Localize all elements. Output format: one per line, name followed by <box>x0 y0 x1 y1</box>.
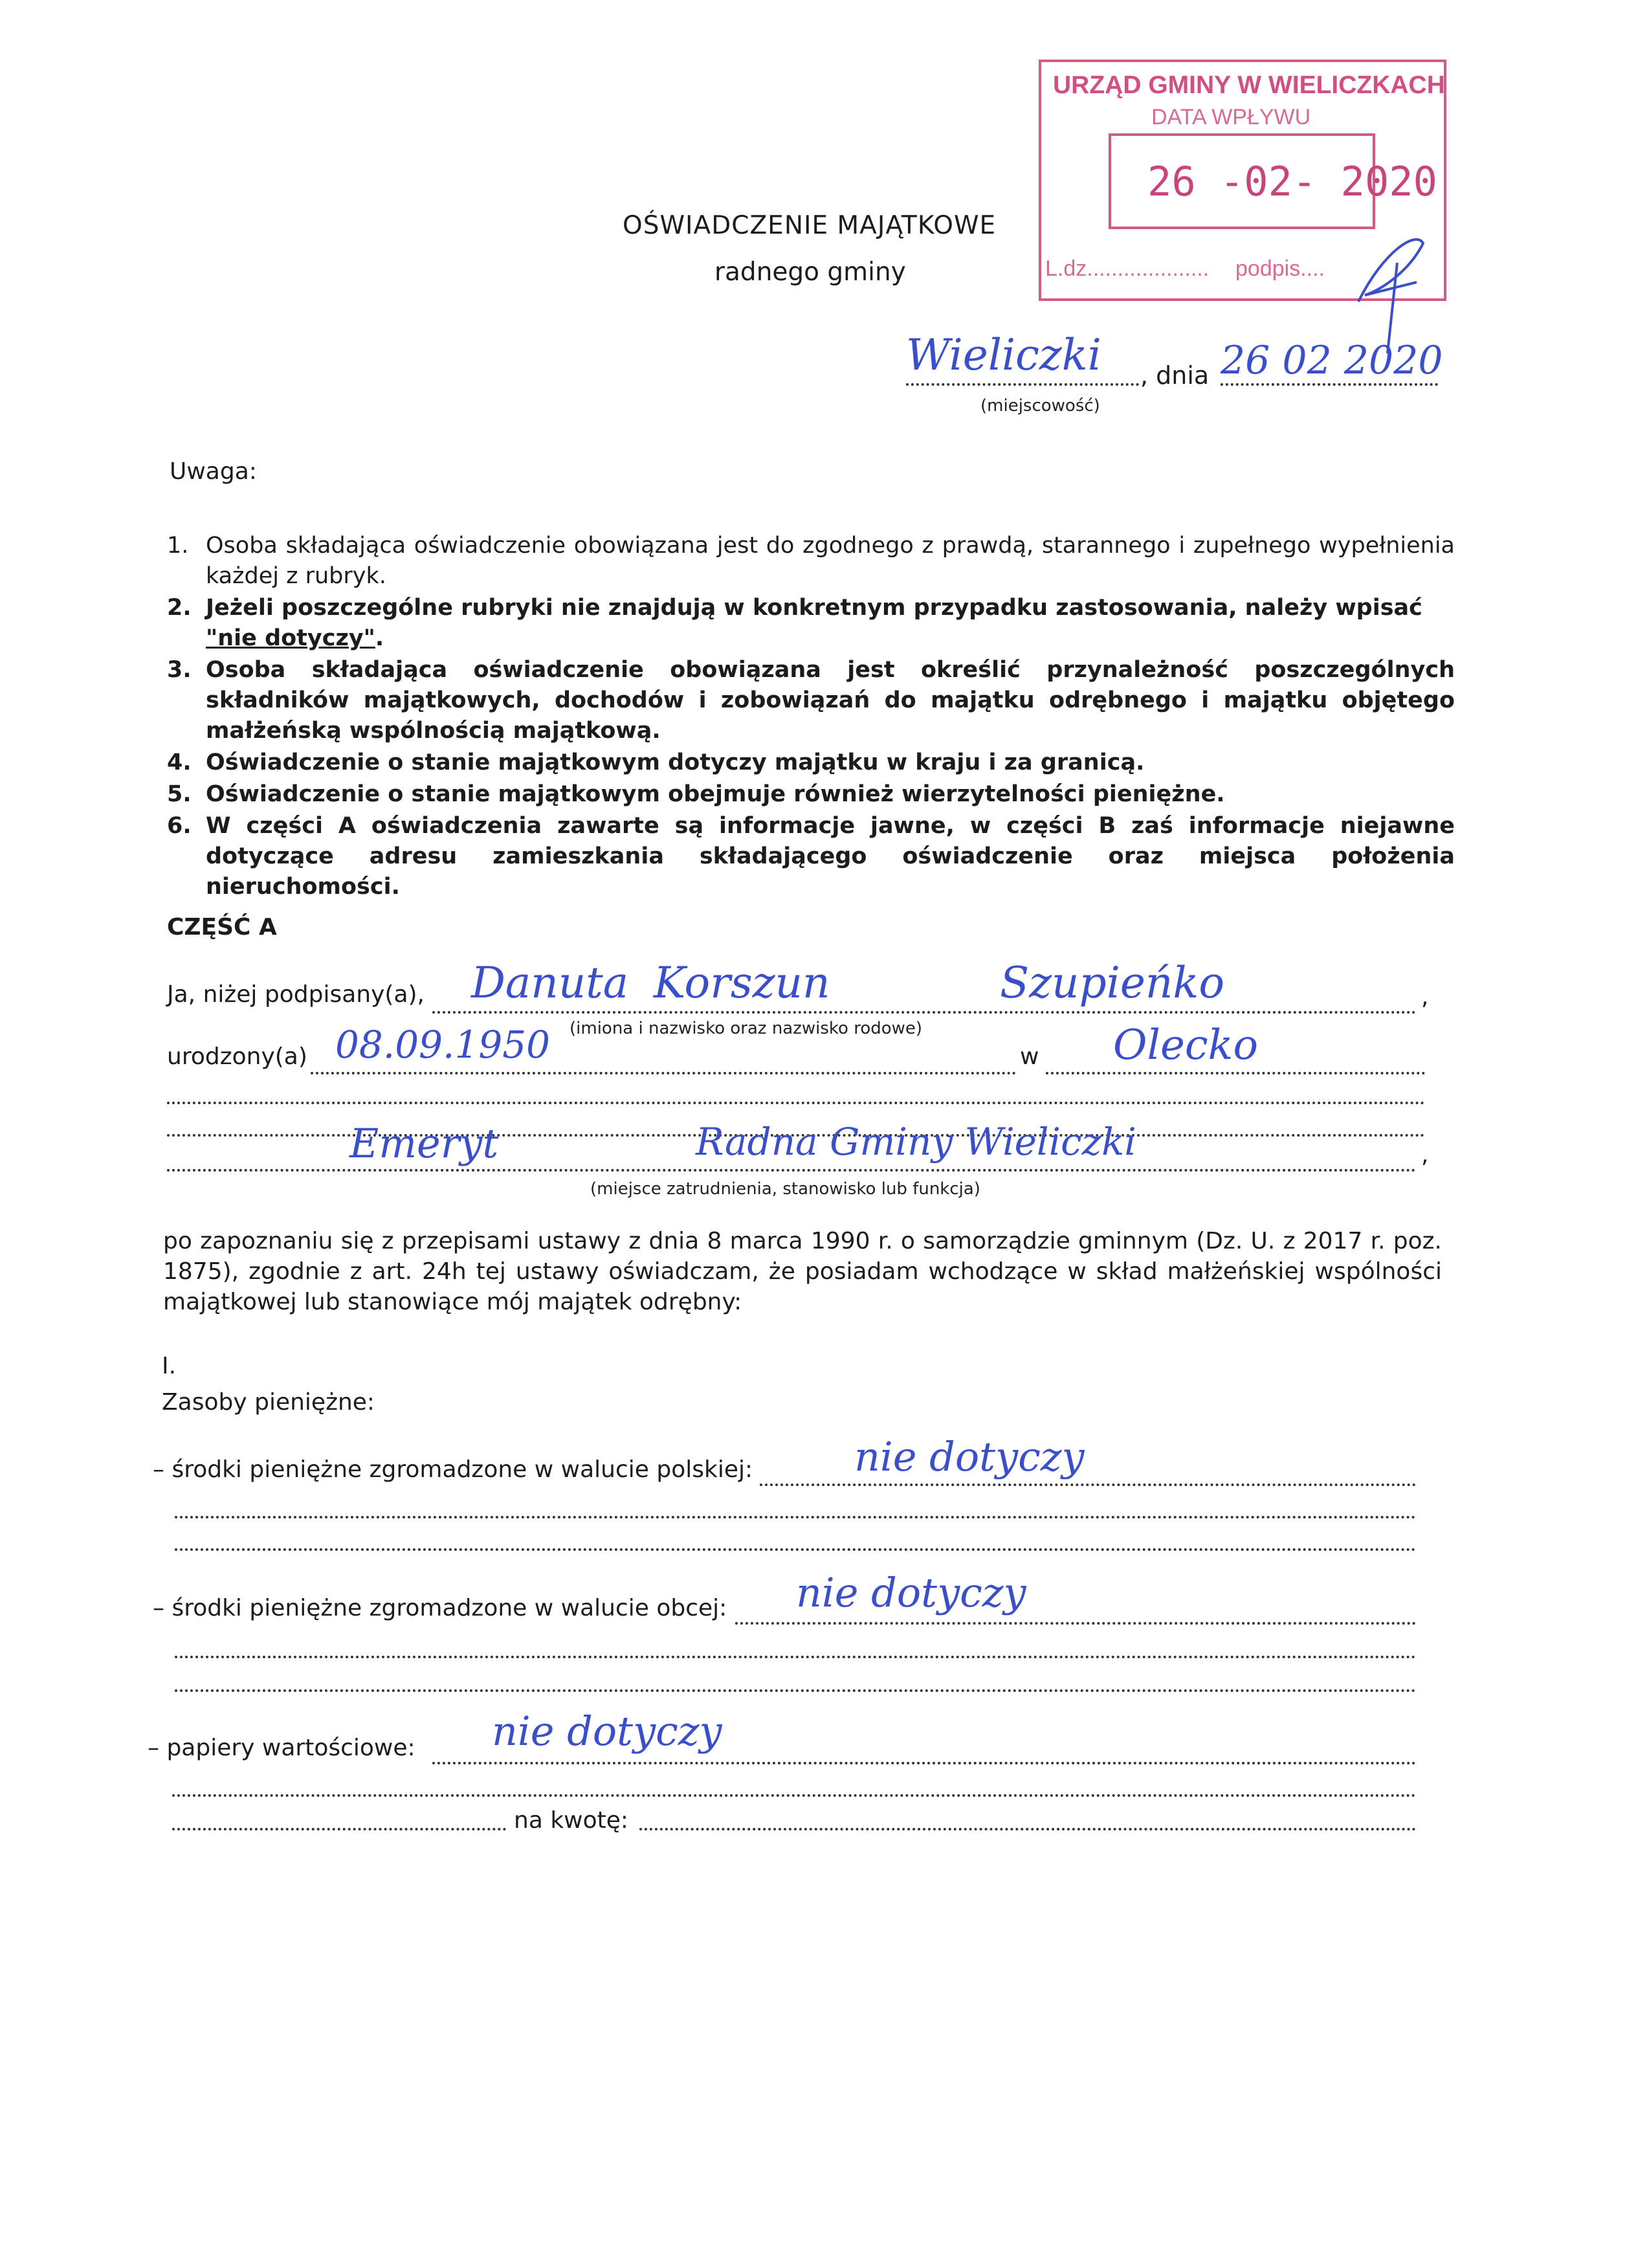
place-dotted-line <box>906 383 1139 386</box>
notice-item-text: Osoba składająca oświadczenie obowiązana jest do zgodnego z prawdą, starannego i zupełnego wypełnienia każdej z rubryk. <box>206 533 1455 589</box>
securities-dotted-line <box>432 1762 1416 1764</box>
blank-dotted-line <box>175 1689 1416 1692</box>
signed-label: Ja, niżej podpisany(a), <box>167 981 425 1008</box>
fx-value: nie dotyczy <box>796 1569 1026 1616</box>
job-role-value: Radna Gminy Wieliczki <box>696 1120 1136 1164</box>
notice-item-text: Jeżeli poszczególne rubryki nie znajdują w konkretnym przypadku zastosowania, należy wpisać <box>206 595 1422 621</box>
page-subtitle: radnego gminy <box>714 258 906 287</box>
notice-item-quote: "nie dotyczy" <box>206 625 375 651</box>
birth-date-dotted-line <box>311 1072 1016 1074</box>
date-dotted-line <box>1221 383 1438 386</box>
notice-item <box>167 531 1455 592</box>
notice-item-number: 3. <box>167 657 192 683</box>
notice-item-text: Oświadczenie o stanie majątkowym obejmuje również wierzytelności pieniężne. <box>206 781 1225 807</box>
notice-item-number: 4. <box>167 750 192 775</box>
blank-dotted-line <box>172 1828 506 1830</box>
blank-dotted-line <box>175 1656 1416 1658</box>
notice-item-number: 5. <box>167 781 192 807</box>
notice-item-number: 2. <box>167 595 192 621</box>
first-name-value: Danuta <box>471 958 629 1008</box>
blank-dotted-line <box>175 1516 1416 1518</box>
pln-value: nie dotyczy <box>854 1433 1085 1480</box>
part-a-heading: CZĘŚĆ A <box>167 914 277 940</box>
notice-item-number: 1. <box>167 533 189 559</box>
securities-label: – papiery wartościowe: <box>148 1735 415 1761</box>
pln-dotted-line <box>760 1484 1416 1486</box>
fx-label: – środki pieniężne zgromadzone w walucie obcej: <box>153 1595 727 1621</box>
notice-heading: Uwaga: <box>170 458 257 485</box>
stamp-date-box <box>1109 133 1437 229</box>
stamp-reg-label: L.dz.................... <box>1045 256 1210 281</box>
job-caption: (miejsce zatrudnienia, stanowisko lub funkcja) <box>590 1179 980 1199</box>
job-status-value: Emeryt <box>349 1120 499 1167</box>
notice-item <box>167 655 1455 746</box>
stamp-sign-label: podpis.... <box>1235 256 1325 281</box>
birth-place-dotted-line <box>1046 1072 1425 1074</box>
stamp-office: URZĄD GMINY W WIELICZKACH <box>1053 71 1445 99</box>
born-label: urodzony(a) <box>167 1043 307 1070</box>
name-dotted-line <box>432 1011 1416 1014</box>
name-caption: (imiona i nazwisko oraz nazwisko rodowe) <box>569 1019 923 1038</box>
receipt-stamp <box>1039 60 1446 301</box>
blank-dotted-line <box>172 1794 1416 1797</box>
in-label: w <box>1020 1043 1039 1070</box>
notice-item <box>167 748 1455 778</box>
place-value: Wieliczki <box>906 330 1101 380</box>
family-name-value: Szupieńko <box>1000 958 1225 1008</box>
notice-item: 2. Jeżeli poszczególne rubryki nie znajdują w konkretnym przypadku zastosowania, należy wpisać "nie dotyczy". <box>167 593 1455 654</box>
amount-label: na kwotę: <box>514 1807 629 1834</box>
notice-list <box>167 531 1455 904</box>
birth-place-value: Olecko <box>1113 1021 1258 1069</box>
place-caption: (miejscowość) <box>980 396 1100 416</box>
stamp-date: 26 -02- 2020 <box>1147 158 1437 205</box>
notice-item-text: W części A oświadczenia zawarte są informacje jawne, w części B zaś informacje niejawne dotyczące adresu zamieszkania składającego oświadczenie oraz miejsca położenia nieruchomości. <box>206 813 1455 900</box>
stamp-label: DATA WPŁYWU <box>1151 105 1311 129</box>
date-value: 26 02 2020 <box>1221 338 1443 383</box>
birth-date-value: 08.09.1950 <box>335 1023 551 1067</box>
amount-dotted-line <box>639 1828 1416 1830</box>
notice-item-text: Osoba składająca oświadczenie obowiązana jest określić przynależność poszczególnych składników majątkowych, dochodów i zobowiązań do majątku odrębnego i majątku objętego małżeńską wspólnością majątkową. <box>206 657 1455 744</box>
last-name-value: Korszun <box>654 958 830 1008</box>
notice-item-number: 6. <box>167 813 192 839</box>
blank-dotted-line <box>175 1548 1416 1551</box>
notice-item <box>167 779 1455 810</box>
page-title: OŚWIADCZENIE MAJĄTKOWE <box>623 211 997 240</box>
job-dotted-line <box>167 1169 1416 1172</box>
blank-dotted-line <box>167 1102 1425 1104</box>
pln-label: – środki pieniężne zgromadzone w walucie polskiej: <box>153 1456 753 1483</box>
stamp-signature <box>1345 224 1436 328</box>
notice-item-text: Oświadczenie o stanie majątkowym dotyczy majątku w kraju i za granicą. <box>206 750 1145 775</box>
notice-item <box>167 811 1455 902</box>
statement-text: po zapoznaniu się z przepisami ustawy z dnia 8 marca 1990 r. o samorządzie gminnym (Dz. U. z 2017 r. poz. 1875), zgodnie z art. 24h tej ustawy oświadczam, że posiadam wchodzące w skład małżeńskiej wspólności majątkowej lub stanowiące mój majątek odrębny: <box>163 1228 1442 1315</box>
date-label: , dnia <box>1140 361 1210 390</box>
securities-value: nie dotyczy <box>492 1707 722 1755</box>
section-numeral: I. <box>162 1353 177 1379</box>
fx-dotted-line <box>735 1622 1416 1625</box>
section-title: Zasoby pieniężne: <box>162 1389 375 1416</box>
